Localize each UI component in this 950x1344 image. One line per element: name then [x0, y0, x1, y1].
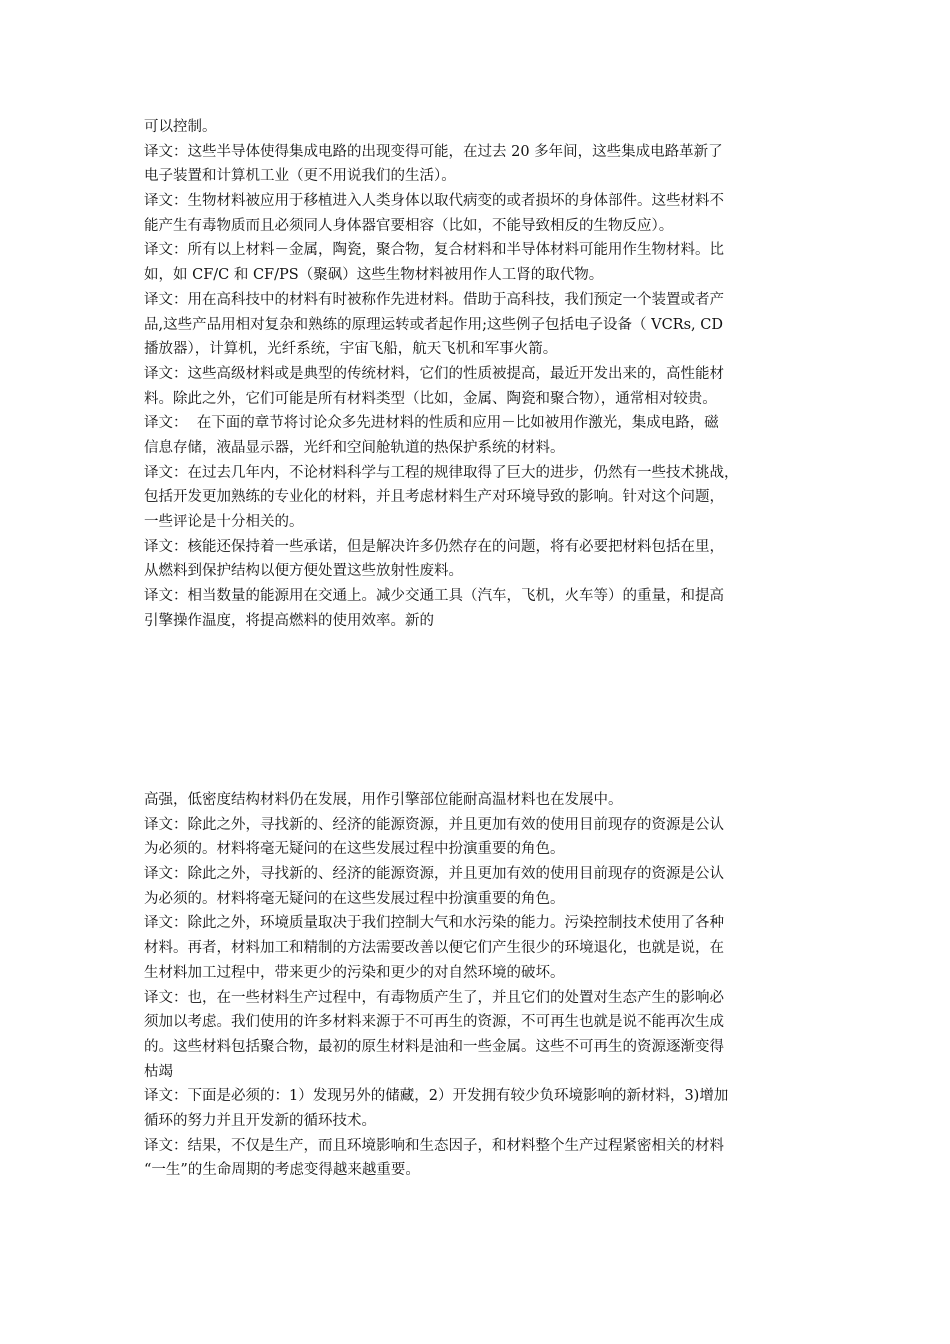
text-line: 译文：所有以上材料－金属，陶瓷，聚合物，复合材料和半导体材料可能用作生物材料。比	[144, 242, 724, 259]
text-line: 包括开发更加熟练的专业化的材料，并且考虑材料生产对环境导致的影响。针对这个问题，	[144, 489, 724, 506]
text-line: “一生”的生命周期的考虑变得越来越重要。	[144, 1162, 420, 1179]
text-line: 为必须的。材料将毫无疑问的在这些发展过程中扮演重要的角色。	[144, 890, 565, 907]
text-line: 循环的努力并且开发新的循环技术。	[144, 1112, 376, 1129]
text-line: 如，如 CF/C 和 CF/PS（聚砜）这些生物材料被用作人工肾的取代物。	[144, 267, 604, 284]
text-block-top	[144, 115, 810, 633]
text-line: 为必须的。材料将毫无疑问的在这些发展过程中扮演重要的角色。	[144, 841, 565, 858]
text-line: 译文：除此之外，环境质量取决于我们控制大气和水污染的能力。污染控制技术使用了各种	[144, 915, 724, 932]
text-line: 材料。再者，材料加工和精制的方法需要改善以便它们产生很少的环境退化，也就是说，在	[144, 940, 724, 957]
text-line: 的。这些材料包括聚合物，最初的原生材料是油和一些金属。这些不可再生的资源逐渐变得	[144, 1038, 724, 1055]
text-line: 译文： 在下面的章节将讨论众多先进材料的性质和应用－比如被用作激光，集成电路，磁	[144, 415, 719, 432]
text-line: 引擎操作温度，将提高燃料的使用效率。新的	[144, 612, 434, 629]
text-line: 译文：结果，不仅是生产，而且环境影响和生态因子，和材料整个生产过程紧密相关的材料	[144, 1137, 724, 1154]
text-line: 电子装置和计算机工业（更不用说我们的生活）。	[144, 168, 456, 185]
text-line: 可以控制。	[144, 119, 217, 135]
text-line: 译文：下面是必须的：1）发现另外的储藏，2）开发拥有较少负环境影响的新材料，3)增加	[144, 1088, 729, 1105]
text-line: 译文：除此之外，寻找新的、经济的能源资源，并且更加有效的使用目前现存的资源是公认	[144, 866, 724, 883]
text-block-bottom	[144, 788, 810, 1183]
text-line: 译文：在过去几年内，不论材料科学与工程的规律取得了巨大的进步，仍然有一些技术挑战，	[144, 464, 739, 481]
text-line: 译文：这些半导体使得集成电路的出现变得可能，在过去 20 多年间，这些集成电路革新了	[144, 143, 723, 160]
text-line: 译文：除此之外，寻找新的、经济的能源资源，并且更加有效的使用目前现存的资源是公认	[144, 816, 724, 833]
text-line: 译文：核能还保持着一些承诺，但是解决许多仍然存在的问题，将有必要把材料包括在里，	[144, 538, 724, 555]
text-line: 信息存储，液晶显示器，光纤和空间舱轨道的热保护系统的材料。	[144, 439, 565, 456]
text-line: 枯竭	[144, 1063, 173, 1080]
text-line: 播放器），计算机，光纤系统，宇宙飞船，航天飞机和军事火箭。	[144, 341, 558, 358]
text-line: 从燃料到保护结构以便方便处置这些放射性废料。	[144, 563, 463, 580]
text-line: 译文：相当数量的能源用在交通上。减少交通工具（汽车，飞机，火车等）的重量，和提高	[144, 588, 724, 605]
text-line: 高强，低密度结构材料仍在发展，用作引擎部位能耐高温材料也在发展中。	[144, 792, 623, 808]
text-line: 须加以考虑。我们使用的许多材料来源于不可再生的资源，不可再生也就是说不能再次生成	[144, 1014, 724, 1031]
text-line: 品,这些产品用相对复杂和熟练的原理运转或者起作用;这些例子包括电子设备（ VCRs, CD	[144, 316, 723, 333]
text-line: 能产生有毒物质而且必须同人身体器官要相容（比如，不能导致相反的生物反应）。	[144, 217, 674, 234]
text-line: 一些评论是十分相关的。	[144, 514, 304, 530]
text-line: 译文：用在高科技中的材料有时被称作先进材料。借助于高科技，我们预定一个装置或者产	[144, 291, 724, 308]
text-line: 译文：生物材料被应用于移植进入人类身体以取代病变的或者损坏的身体部件。这些材料不	[144, 193, 724, 210]
text-line: 译文：也，在一些材料生产过程中，有毒物质产生了，并且它们的处置对生态产生的影响必	[144, 989, 724, 1006]
text-line: 料。除此之外，它们可能是所有材料类型（比如，金属、陶瓷和聚合物），通常相对较贵。	[144, 390, 717, 407]
text-line: 译文：这些高级材料或是典型的传统材料，它们的性质被提高，最近开发出来的，高性能材	[144, 365, 724, 382]
text-line: 生材料加工过程中，带来更少的污染和更少的对自然环境的破坏。	[144, 964, 565, 981]
